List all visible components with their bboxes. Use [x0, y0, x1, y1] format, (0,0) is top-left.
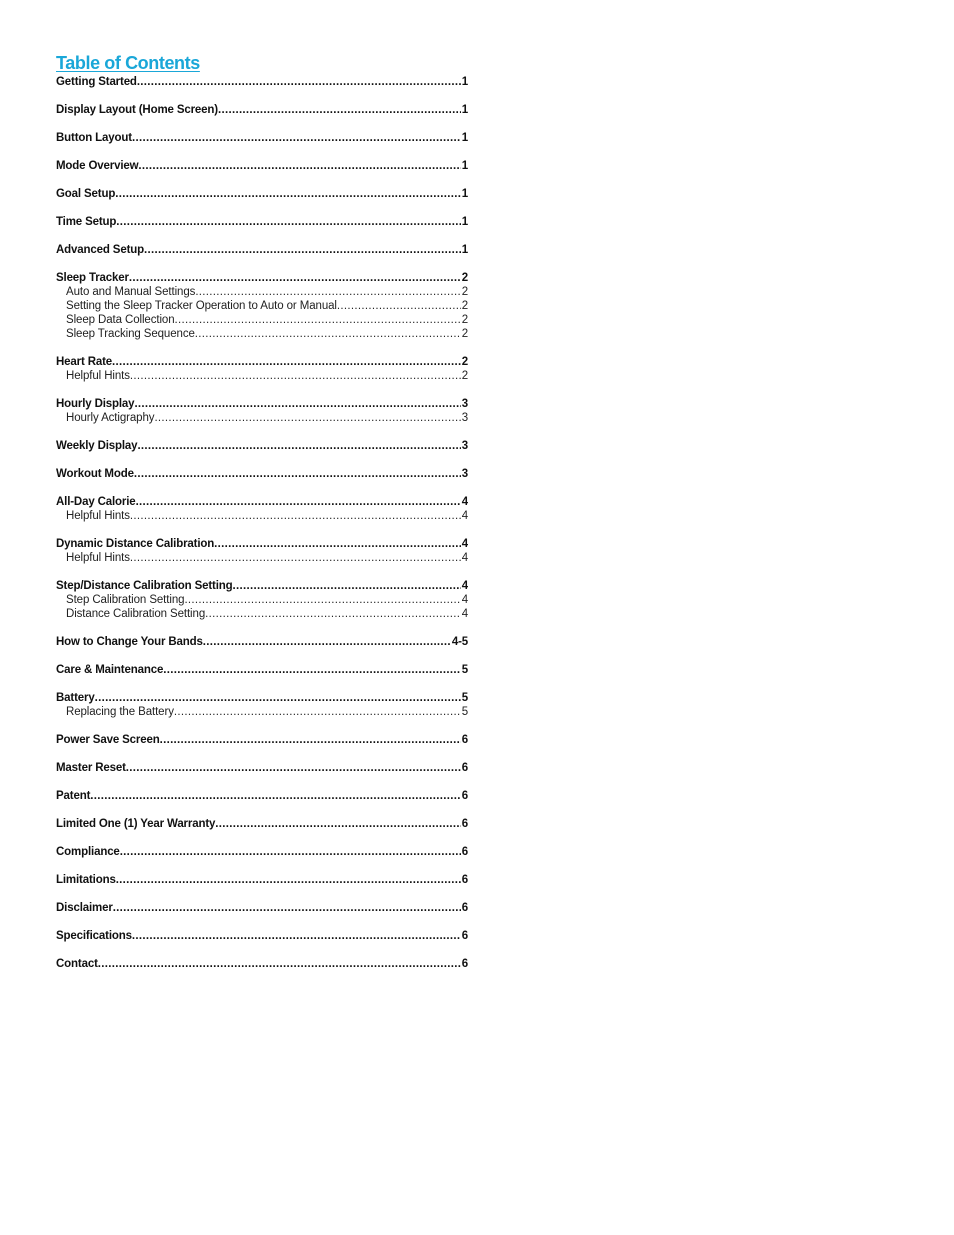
dot-leader — [214, 537, 461, 551]
toc-entry-page: 1 — [461, 76, 468, 88]
dot-leader — [132, 131, 461, 145]
toc-entry-page: 6 — [461, 762, 468, 774]
toc-entry[interactable] — [56, 355, 468, 369]
toc-entry[interactable] — [56, 467, 468, 481]
toc-entry-page: 6 — [461, 874, 468, 886]
toc-subentry-title: Step Calibration Setting — [66, 594, 185, 606]
toc-group — [56, 215, 468, 229]
toc-entry-title: Heart Rate — [56, 356, 113, 368]
toc-subentry-page: 2 — [461, 286, 468, 298]
toc-entry-title: Sleep Tracker — [56, 272, 129, 284]
dot-leader — [132, 929, 461, 943]
toc-entry[interactable] — [56, 243, 468, 257]
dot-leader — [95, 691, 461, 705]
toc-subentry-page: 2 — [461, 370, 468, 382]
toc-subentry-page: 3 — [461, 412, 468, 424]
toc-subentry[interactable] — [56, 411, 468, 425]
toc-entry[interactable] — [56, 761, 468, 775]
dot-leader — [154, 411, 460, 425]
toc-entry-page: 6 — [461, 958, 468, 970]
dot-leader — [138, 159, 460, 173]
toc-subentry-title: Sleep Data Collection — [66, 314, 175, 326]
dot-leader — [184, 593, 460, 607]
toc-group — [56, 397, 468, 425]
dot-leader — [134, 397, 460, 411]
toc-group — [56, 691, 468, 719]
toc-entry[interactable] — [56, 439, 468, 453]
toc-entry-title: Display Layout (Home Screen) — [56, 104, 218, 116]
toc-subentry[interactable] — [56, 705, 468, 719]
toc-title[interactable]: Table of Contents — [56, 53, 200, 73]
toc-subentry-title: Distance Calibration Setting — [66, 608, 206, 620]
toc-subentry-title: Setting the Sleep Tracker Operation to Auto or Manual — [66, 300, 337, 312]
dot-leader — [218, 103, 461, 117]
dot-leader — [113, 901, 461, 915]
toc-group — [56, 873, 468, 887]
toc-group — [56, 355, 468, 383]
toc-group — [56, 733, 468, 747]
toc-entry-page: 6 — [461, 734, 468, 746]
toc-entry[interactable] — [56, 495, 468, 509]
toc-subentry-title: Helpful Hints — [66, 510, 130, 522]
dot-leader — [116, 215, 460, 229]
toc-subentry[interactable] — [56, 551, 468, 565]
toc-group — [56, 439, 468, 453]
dot-leader — [90, 789, 461, 803]
toc-subentry-title: Helpful Hints — [66, 552, 130, 564]
toc-entry[interactable] — [56, 215, 468, 229]
toc-entry-title: Step/Distance Calibration Setting — [56, 580, 233, 592]
toc-entry[interactable] — [56, 957, 468, 971]
toc-subentry[interactable] — [56, 299, 468, 313]
toc-subentry-title: Auto and Manual Settings — [66, 286, 196, 298]
toc-entry[interactable] — [56, 873, 468, 887]
toc-entry[interactable] — [56, 691, 468, 705]
dot-leader — [174, 705, 461, 719]
table-of-contents — [56, 52, 468, 985]
dot-leader — [98, 957, 461, 971]
dot-leader — [134, 467, 461, 481]
toc-entry-title: Disclaimer — [56, 902, 113, 914]
toc-entry-title: Hourly Display — [56, 398, 135, 410]
toc-list — [56, 75, 468, 971]
dot-leader — [160, 733, 461, 747]
toc-entry-page: 1 — [461, 104, 468, 116]
toc-entry-page: 6 — [461, 818, 468, 830]
toc-entry-page: 1 — [461, 188, 468, 200]
toc-entry-page: 4 — [461, 496, 468, 508]
toc-entry-title: Specifications — [56, 930, 132, 942]
toc-entry-title: Compliance — [56, 846, 120, 858]
toc-entry[interactable] — [56, 901, 468, 915]
toc-entry-title: Care & Maintenance — [56, 664, 164, 676]
toc-entry-page: 3 — [461, 468, 468, 480]
toc-entry-page: 4-5 — [451, 636, 468, 648]
toc-subentry-title: Sleep Tracking Sequence — [66, 328, 195, 340]
dot-leader — [175, 313, 461, 327]
toc-group — [56, 187, 468, 201]
toc-group — [56, 957, 468, 971]
toc-entry[interactable] — [56, 271, 468, 285]
toc-entry-title: Contact — [56, 958, 98, 970]
toc-entry[interactable] — [56, 579, 468, 593]
dot-leader — [163, 663, 461, 677]
toc-entry-title: Advanced Setup — [56, 244, 145, 256]
toc-subentry-title: Helpful Hints — [66, 370, 130, 382]
dot-leader — [195, 285, 460, 299]
toc-entry-page: 1 — [461, 132, 468, 144]
toc-entry-title: How to Change Your Bands — [56, 636, 203, 648]
toc-entry-page: 6 — [461, 846, 468, 858]
toc-group — [56, 845, 468, 859]
toc-entry-title: Master Reset — [56, 762, 126, 774]
toc-entry-title: Button Layout — [56, 132, 132, 144]
toc-entry[interactable] — [56, 159, 468, 173]
toc-group — [56, 467, 468, 481]
toc-entry[interactable] — [56, 131, 468, 145]
toc-subentry-title: Hourly Actigraphy — [66, 412, 155, 424]
dot-leader — [115, 187, 461, 201]
toc-entry-title: Mode Overview — [56, 160, 139, 172]
dot-leader — [130, 509, 461, 523]
toc-group — [56, 901, 468, 915]
toc-group — [56, 817, 468, 831]
toc-entry[interactable] — [56, 397, 468, 411]
toc-subentry-page: 4 — [461, 552, 468, 564]
toc-entry-page: 1 — [461, 160, 468, 172]
dot-leader — [120, 845, 461, 859]
toc-subentry-page: 4 — [461, 510, 468, 522]
toc-group — [56, 789, 468, 803]
toc-group — [56, 761, 468, 775]
dot-leader — [195, 327, 461, 341]
toc-entry-page: 4 — [461, 580, 468, 592]
toc-subentry-page: 4 — [461, 594, 468, 606]
toc-subentry[interactable] — [56, 327, 468, 341]
toc-entry[interactable] — [56, 187, 468, 201]
toc-entry-page: 4 — [461, 538, 468, 550]
dot-leader — [129, 271, 461, 285]
toc-subentry-page: 2 — [461, 314, 468, 326]
toc-entry[interactable] — [56, 537, 468, 551]
toc-entry-page: 6 — [461, 790, 468, 802]
toc-group — [56, 103, 468, 117]
dot-leader — [130, 551, 461, 565]
toc-entry-title: Getting Started — [56, 76, 137, 88]
toc-entry-page: 6 — [461, 930, 468, 942]
toc-subentry-title: Replacing the Battery — [66, 706, 174, 718]
toc-entry-page: 5 — [461, 692, 468, 704]
toc-subentry-page: 2 — [461, 328, 468, 340]
toc-entry-title: Patent — [56, 790, 91, 802]
toc-subentry-page: 4 — [461, 608, 468, 620]
dot-leader — [203, 635, 451, 649]
toc-entry-page: 3 — [461, 440, 468, 452]
dot-leader — [116, 873, 461, 887]
toc-group — [56, 579, 468, 621]
toc-entry[interactable] — [56, 817, 468, 831]
dot-leader — [233, 579, 461, 593]
toc-entry-title: Dynamic Distance Calibration — [56, 538, 215, 550]
toc-subentry[interactable] — [56, 607, 468, 621]
toc-entry-title: Power Save Screen — [56, 734, 160, 746]
toc-group — [56, 635, 468, 649]
toc-entry-title: Battery — [56, 692, 95, 704]
toc-group — [56, 243, 468, 257]
toc-entry-title: Limitations — [56, 874, 116, 886]
toc-group — [56, 131, 468, 145]
toc-entry-page: 1 — [461, 244, 468, 256]
toc-entry-page: 3 — [461, 398, 468, 410]
dot-leader — [137, 75, 461, 89]
toc-entry[interactable] — [56, 845, 468, 859]
toc-group — [56, 663, 468, 677]
toc-entry-title: Time Setup — [56, 216, 117, 228]
toc-subentry-page: 2 — [461, 300, 468, 312]
dot-leader — [126, 761, 461, 775]
toc-subentry[interactable] — [56, 285, 468, 299]
toc-entry[interactable] — [56, 663, 468, 677]
toc-entry-title: Goal Setup — [56, 188, 116, 200]
toc-entry-title: Limited One (1) Year Warranty — [56, 818, 216, 830]
dot-leader — [205, 607, 461, 621]
toc-subentry[interactable] — [56, 593, 468, 607]
toc-group — [56, 929, 468, 943]
toc-entry-title: Workout Mode — [56, 468, 134, 480]
toc-entry[interactable] — [56, 789, 468, 803]
toc-group — [56, 75, 468, 89]
toc-group — [56, 537, 468, 565]
toc-entry[interactable] — [56, 75, 468, 89]
dot-leader — [337, 299, 461, 313]
toc-subentry[interactable] — [56, 313, 468, 327]
toc-subentry-page: 5 — [461, 706, 468, 718]
toc-entry-page: 5 — [461, 664, 468, 676]
dot-leader — [144, 243, 461, 257]
toc-group — [56, 271, 468, 341]
toc-entry-title: All-Day Calorie — [56, 496, 136, 508]
toc-entry[interactable] — [56, 929, 468, 943]
toc-entry[interactable] — [56, 103, 468, 117]
dot-leader — [130, 369, 461, 383]
toc-group — [56, 159, 468, 173]
toc-entry-title: Weekly Display — [56, 440, 138, 452]
toc-entry[interactable] — [56, 733, 468, 747]
toc-subentry[interactable] — [56, 369, 468, 383]
toc-entry-page: 2 — [461, 272, 468, 284]
dot-leader — [136, 495, 461, 509]
dot-leader — [215, 817, 460, 831]
toc-group — [56, 495, 468, 523]
toc-entry[interactable] — [56, 635, 468, 649]
toc-entry-page: 6 — [461, 902, 468, 914]
toc-entry-page: 1 — [461, 216, 468, 228]
dot-leader — [112, 355, 461, 369]
dot-leader — [137, 439, 460, 453]
toc-entry-page: 2 — [461, 356, 468, 368]
toc-subentry[interactable] — [56, 509, 468, 523]
